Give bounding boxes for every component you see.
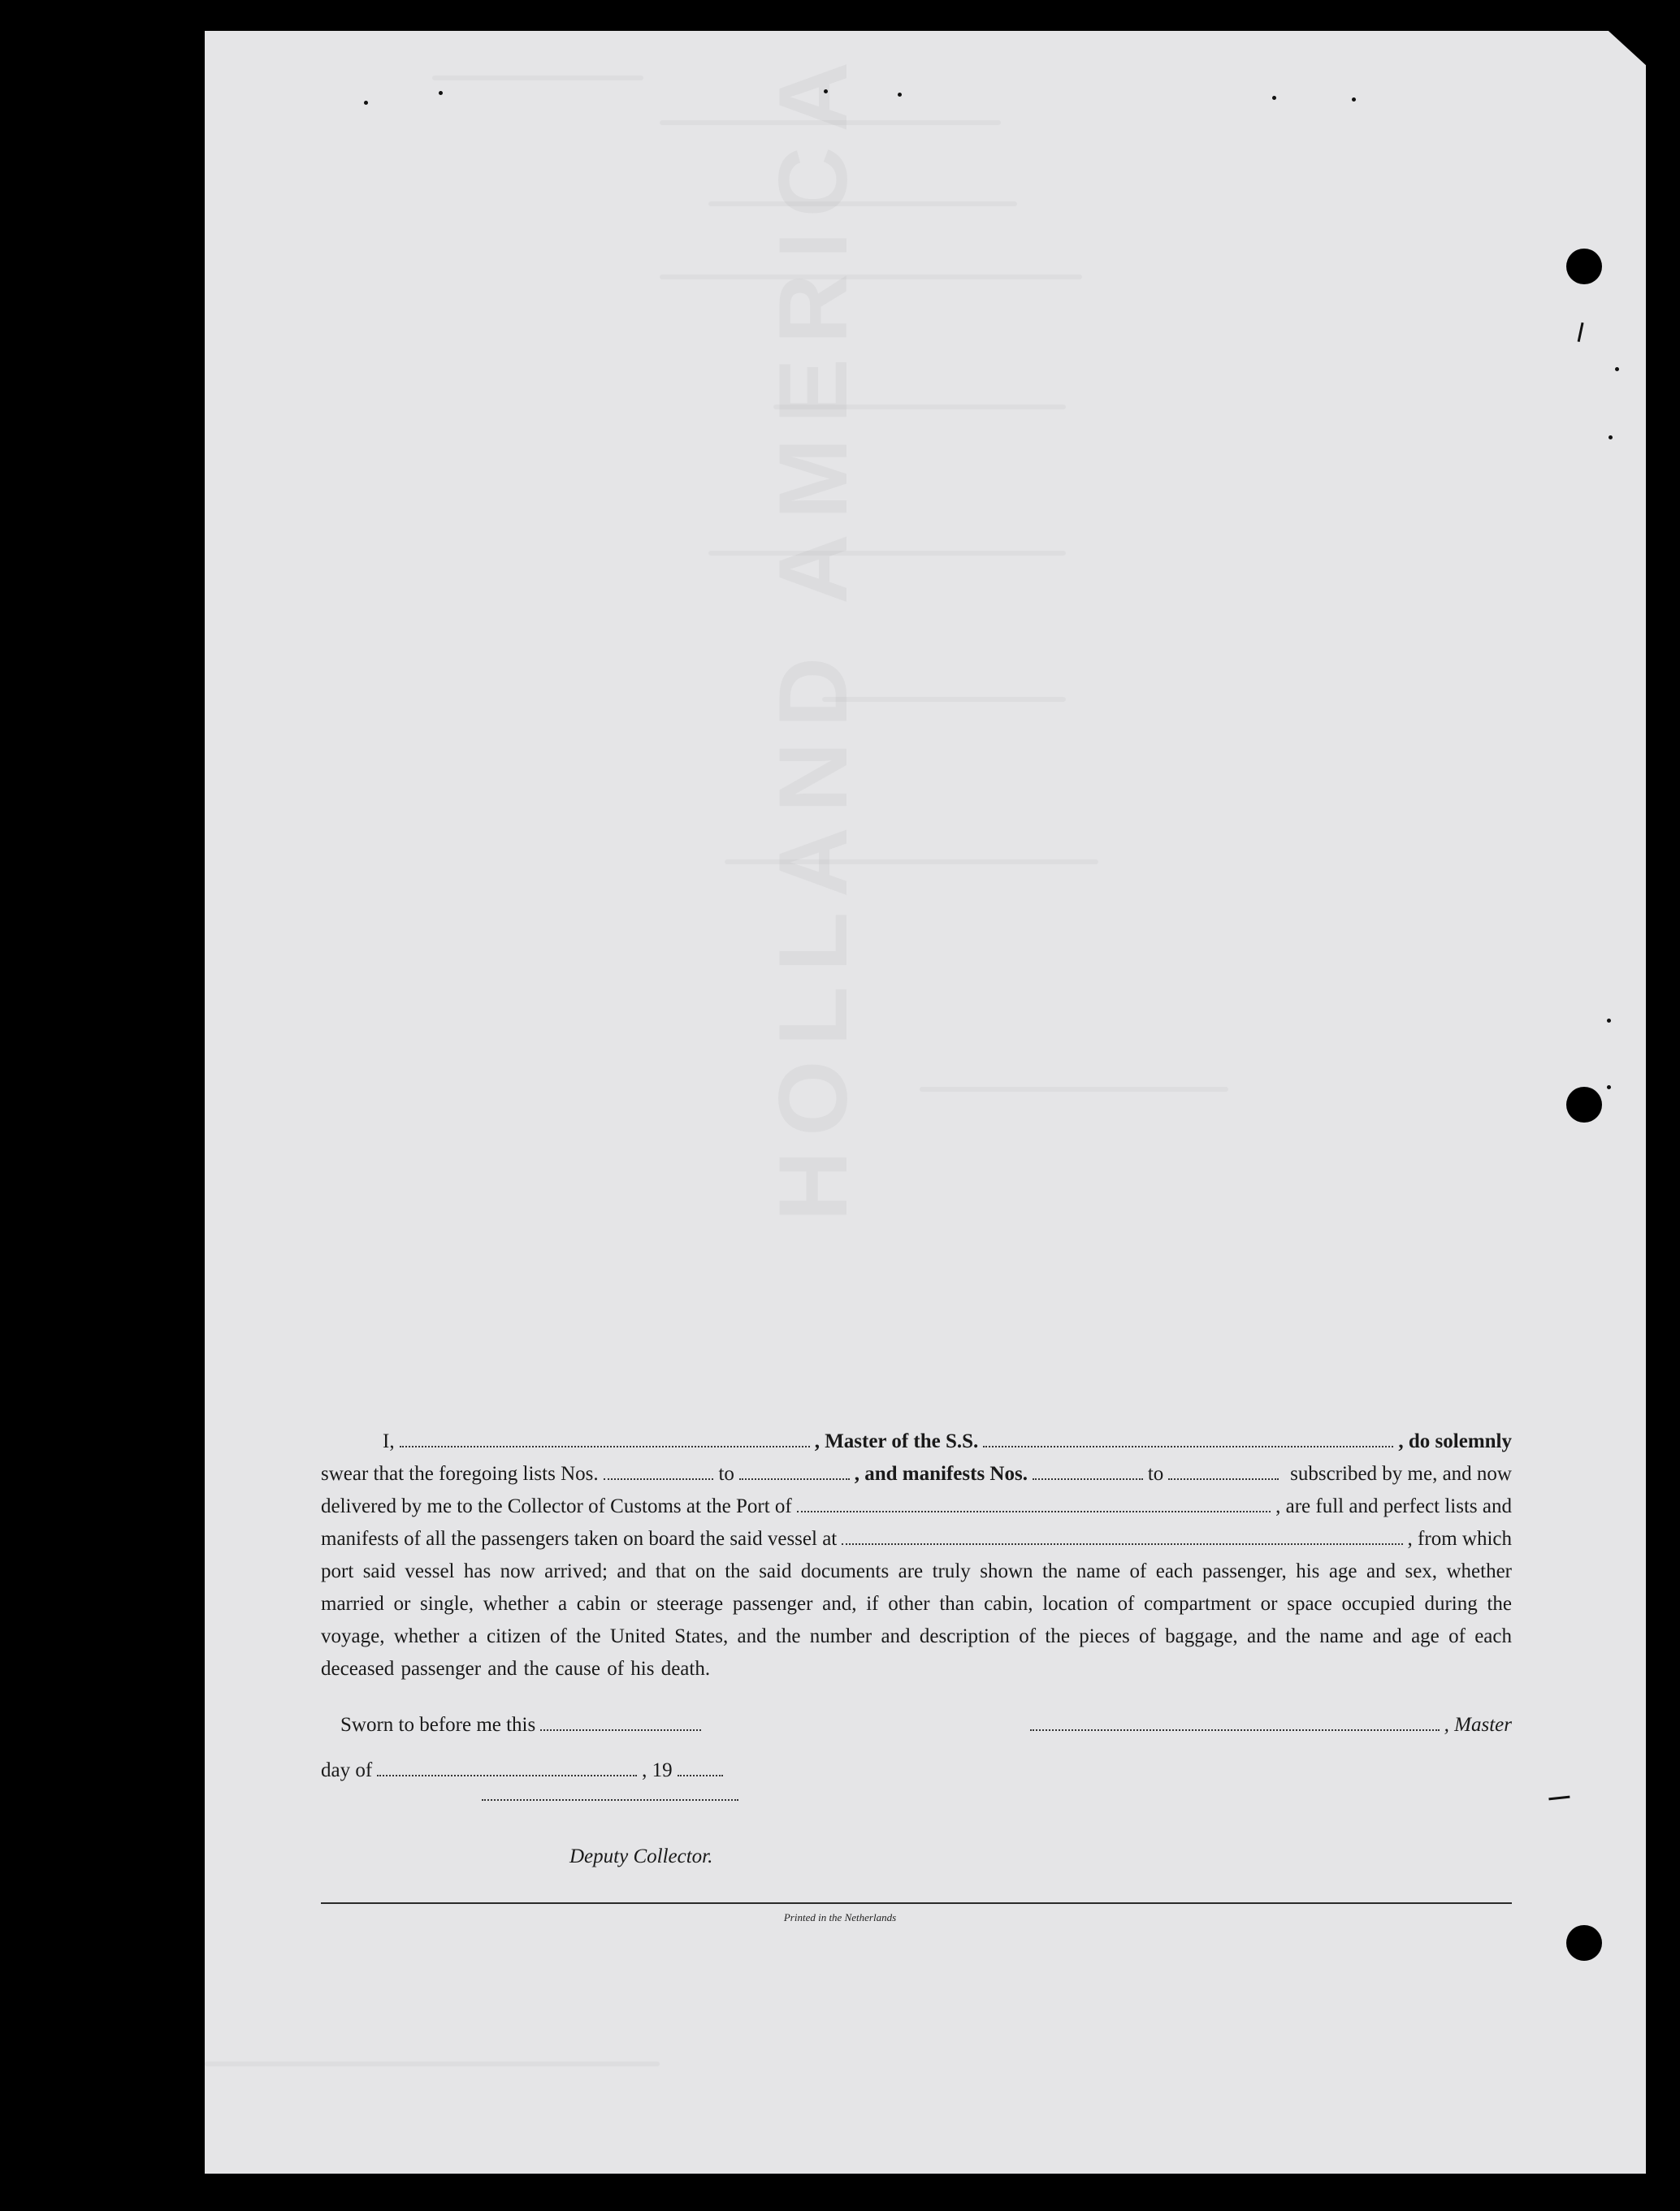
blank-port [797, 1510, 1271, 1512]
oath-text: swear that the foregoing lists Nos. [321, 1463, 599, 1485]
bleed-through-line [725, 859, 1098, 864]
blank-month [377, 1774, 637, 1776]
blank-list-from [604, 1478, 714, 1480]
blank-master-signature [1030, 1729, 1440, 1731]
deputy-label: Deputy Collector. [569, 1845, 713, 1867]
oath-text: manifests of all the passengers taken on board the said vessel at [321, 1528, 838, 1550]
speck [1352, 97, 1356, 102]
oath-text: , from which [1407, 1528, 1512, 1550]
oath-text-block [321, 1426, 1512, 1685]
blank-deputy-signature [482, 1798, 738, 1801]
oath-text: , do solemnly [1398, 1430, 1513, 1452]
speck [439, 91, 443, 95]
bleed-through-line [773, 405, 1066, 409]
bleed-through-line [205, 2062, 660, 2066]
bleed-through-line [920, 1087, 1228, 1092]
blank-departure-port [842, 1543, 1402, 1545]
bleed-through-line [708, 201, 1017, 206]
bleed-through-line [660, 120, 1001, 125]
speck [364, 101, 368, 105]
bleed-through-line [660, 275, 1082, 279]
oath-text: , and manifests Nos. [854, 1463, 1028, 1485]
deputy-signature-line [477, 1798, 743, 1806]
oath-text: , are full and perfect lists and [1275, 1495, 1512, 1517]
blank-sworn-day [540, 1729, 701, 1731]
oath-line-3 [321, 1491, 1512, 1523]
blank-manifest-from [1033, 1478, 1143, 1480]
speck [1615, 367, 1619, 371]
sworn-label: Sworn to before me this [340, 1714, 536, 1736]
speck [898, 93, 902, 97]
blank-list-to [739, 1478, 850, 1480]
speck [824, 89, 828, 93]
sworn-line [340, 1714, 706, 1737]
oath-text: subscribed by me, and now [1290, 1463, 1512, 1485]
footer-rule [321, 1902, 1512, 1904]
blank-ship-name [983, 1445, 1393, 1447]
blank-manifest-to [1168, 1478, 1279, 1480]
oath-line-4 [321, 1523, 1512, 1555]
punch-hole [1566, 1087, 1602, 1123]
oath-text: to [1147, 1463, 1164, 1485]
bleed-through-line [708, 551, 1066, 556]
oath-line-2 [321, 1458, 1512, 1491]
punch-hole [1566, 1925, 1602, 1961]
master-signature-line [1025, 1714, 1512, 1737]
punch-hole [1566, 249, 1602, 284]
blank-year [678, 1774, 723, 1776]
oath-text: , Master of the S.S. [814, 1430, 979, 1452]
bleed-through-watermark [757, 47, 869, 1221]
document-page [205, 31, 1646, 2174]
speck [1272, 96, 1276, 100]
oath-line-1 [321, 1426, 1512, 1458]
speck [1607, 1085, 1611, 1089]
oath-text: to [718, 1463, 734, 1485]
oath-text: delivered by me to the Collector of Customs at the Port of [321, 1495, 792, 1517]
printer-imprint: Printed in the Netherlands [783, 1911, 897, 1923]
bleed-through-line [822, 697, 1066, 702]
date-line [321, 1759, 728, 1782]
blank-master-name [400, 1445, 810, 1447]
bleed-through-line [432, 76, 643, 80]
master-label: , Master [1444, 1714, 1512, 1736]
year-label: , 19 [642, 1759, 673, 1781]
day-of-label: day of [321, 1759, 373, 1781]
deputy-line [569, 1845, 712, 1868]
oath-text: I, [383, 1430, 395, 1452]
speck [1607, 1019, 1611, 1023]
speck [1609, 435, 1613, 439]
oath-body: port said vessel has now arrived; and that on the said documents are truly shown the name of each passenger, his age and sex, whether married or single, whether a cabin or steerage passenger and, if other than cabin, location of compartment or space occupied during the voyage, whether a citizen of the United States, and the number and description of the pieces of baggage, and the name and age of each deceased passenger and the cause of his death. [321, 1560, 1512, 1680]
